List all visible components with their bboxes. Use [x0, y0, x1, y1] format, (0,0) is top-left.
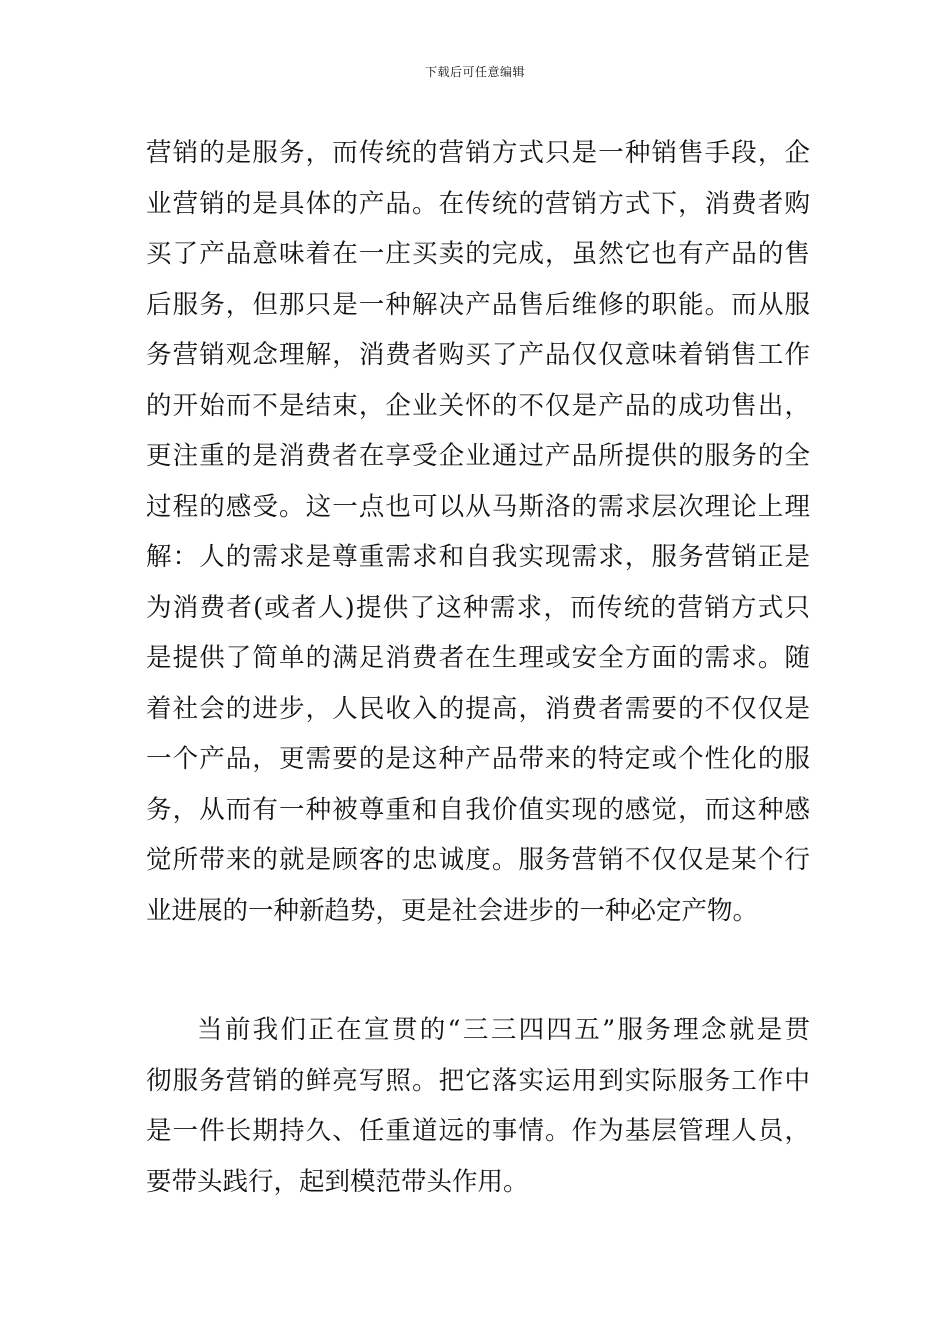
text-line: 是一件长期持久、任重道远的事情。作为基层管理人员， [146, 1116, 810, 1146]
text-line: 更注重的是消费者在享受企业通过产品所提供的服务的全 [146, 441, 810, 471]
paragraph-1 [146, 128, 810, 936]
paragraph-2 [146, 1005, 810, 1207]
text-line: 过程的感受。这一点也可以从马斯洛的需求层次理论上理 [146, 491, 810, 522]
text-line: 为消费者(或者人)提供了这种需求，而传统的营销方式只 [146, 592, 810, 623]
text-line: 彻服务营销的鲜亮写照。把它落实运用到实际服务工作中 [146, 1065, 810, 1096]
text-line: 务，从而有一种被尊重和自我价值实现的感觉，而这种感 [146, 794, 810, 825]
text-line: 务营销观念理解，消费者购买了产品仅仅意味着销售工作 [146, 340, 810, 370]
text-line: 的开始而不是结束，企业关怀的不仅是产品的成功售出， [146, 390, 810, 421]
text-line: 是提供了简单的满足消费者在生理或安全方面的需求。随 [146, 643, 810, 673]
text-line: 着社会的进步，人民收入的提高，消费者需要的不仅仅是 [146, 693, 810, 724]
text-line: 业营销的是具体的产品。在传统的营销方式下，消费者购 [146, 188, 810, 219]
text-line: 后服务，但那只是一种解决产品售后维修的职能。而从服 [146, 289, 810, 320]
text-line: 当前我们正在宣贯的“三三四四五”服务理念就是贯 [197, 1015, 810, 1045]
text-line: 解：人的需求是尊重需求和自我实现需求，服务营销正是 [146, 542, 810, 572]
page-header: 下载后可任意编辑 [424, 65, 525, 79]
paragraph-spacer [146, 936, 810, 1005]
text-line: 觉所带来的就是顾客的忠诚度。服务营销不仅仅是某个行 [146, 845, 810, 875]
text-line: 一个产品，更需要的是这种产品带来的特定或个性化的服 [146, 744, 810, 774]
text-line: 买了产品意味着在一庄买卖的完成，虽然它也有产品的售 [146, 239, 810, 269]
document-body [146, 128, 810, 1207]
text-line: 业进展的一种新趋势，更是社会进步的一种必定产物。 [146, 895, 759, 926]
text-line: 要带头践行，起到模范带头作用。 [146, 1166, 529, 1197]
text-line: 营销的是服务，而传统的营销方式只是一种销售手段，企 [146, 138, 810, 168]
